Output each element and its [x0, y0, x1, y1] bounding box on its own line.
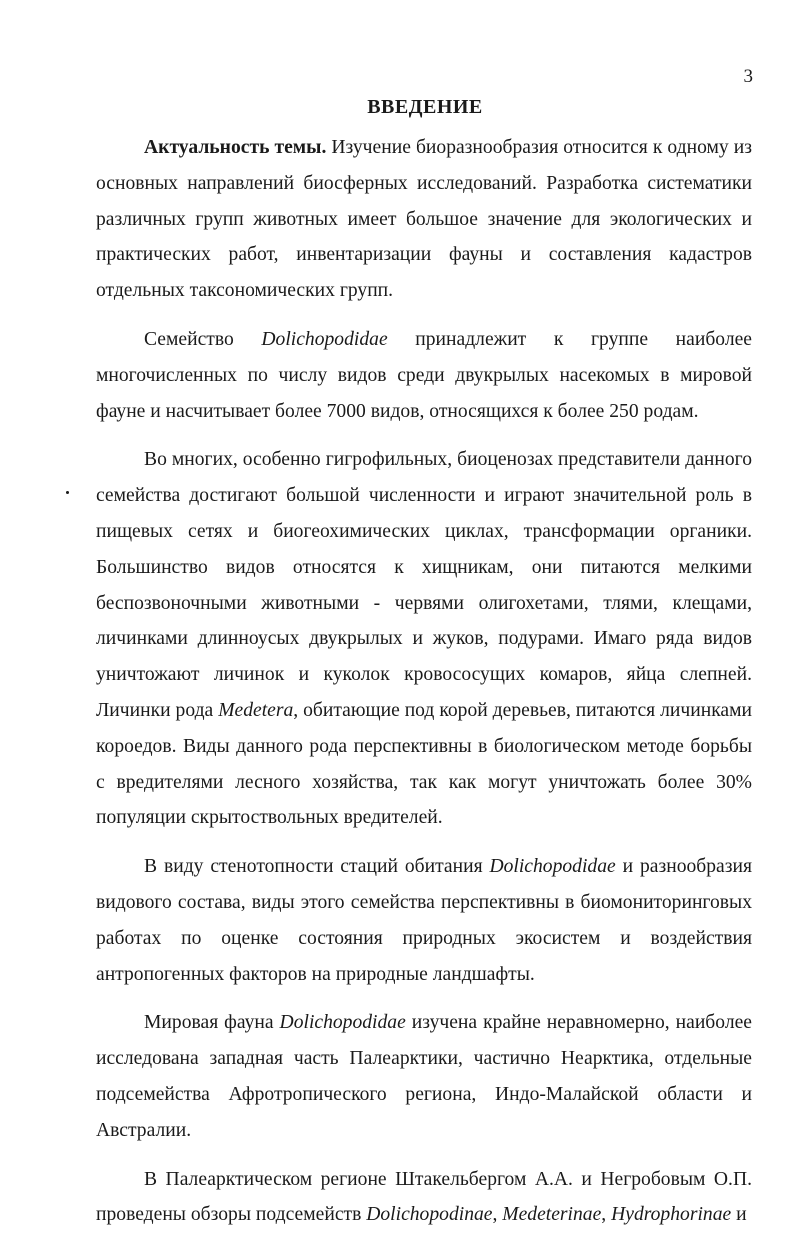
margin-dot-mark [66, 491, 69, 494]
body-text [96, 130, 752, 1246]
paragraph-relevance [96, 130, 752, 309]
paragraph-text: Во многих, особенно гигрофильных, биоценозах представители данного семейства достигают большой численности и играют значительной роль в пищевых сетях и биогеохимических циклах, трансформации органики. Большинство видов относятся к хищникам, они питаются мелкими беспозвоночными животными - червями олигохетами, тлями, клещами, личинками длинноусых двукрылых и жуков, подурами. Имаго ряда видов уничтожают личинок и куколок кровососущих комаров, яйца слепней. Личинки рода [96, 449, 752, 721]
paragraph-text: принадлежит к группе наиболее многочисленных по числу видов среди двукрылых насекомых в мировой фауне и насчитывает более 7000 видов, относящихся к более 250 родам. [96, 328, 752, 422]
paragraph-text: В Палеарктическом регионе Штакельбергом А.А. и Негробовым О.П. проведены обзоры подсемейств [96, 1168, 752, 1226]
paragraph-text: , [492, 1204, 503, 1226]
page-title: ВВЕДЕНИЕ [367, 96, 483, 118]
paragraph-text: и [731, 1204, 747, 1226]
paragraph-palearctic [96, 1162, 752, 1234]
taxon-name: Dolichopodidae [261, 328, 388, 350]
taxon-name: Dolichopodidae [279, 1012, 406, 1034]
paragraph-text: В виду стенотопности стаций обитания [144, 856, 490, 878]
paragraph-text: изучена крайне неравномерно, наиболее исследована западная часть Палеарктики, частично Неарктика, отдельные подсемейства Афротропического региона, Индо-Малайской области и Австралии. [96, 1012, 752, 1141]
taxon-name: Dolichopodinae [366, 1204, 493, 1226]
paragraph-world-fauna [96, 1005, 752, 1148]
paragraph-text: , обитающие под корой деревьев, питаются личинками короедов. Виды данного рода перспективны в биологическом методе борьбы с вредителями лесного хозяйства, так как могут уничтожать более 30% популяции скрытоствольных вредителей. [96, 699, 752, 829]
paragraph-text: Мировая фауна [144, 1012, 280, 1034]
taxon-name: Hydrophorinae [611, 1204, 732, 1226]
paragraph-text: Семейство [144, 328, 262, 350]
paragraph-text: , [601, 1204, 612, 1226]
paragraph-text: Изучение биоразнообразия относится к одному из основных направлений биосферных исследований. Разработка систематики различных групп животных имеет большое значение для экологических и практических работ, инвентаризации фауны и составления кадастров отдельных таксономических групп. [96, 137, 752, 302]
paragraph-family [96, 322, 752, 429]
paragraph-ecology [96, 442, 752, 836]
page-number: 3 [743, 66, 753, 87]
paragraph-lead: Актуальность темы. [144, 137, 327, 158]
taxon-name: Medetera [218, 699, 294, 721]
taxon-name: Medeterinae [502, 1204, 602, 1226]
paragraph-biomonitoring [96, 849, 752, 992]
paragraph-text: и разнообразия видового состава, виды этого семейства перспективны в биомониторинговых работах по оценке состояния природных экосистем и воздействия антропогенных факторов на природные ландшафты. [96, 856, 752, 985]
taxon-name: Dolichopodidae [489, 856, 616, 878]
